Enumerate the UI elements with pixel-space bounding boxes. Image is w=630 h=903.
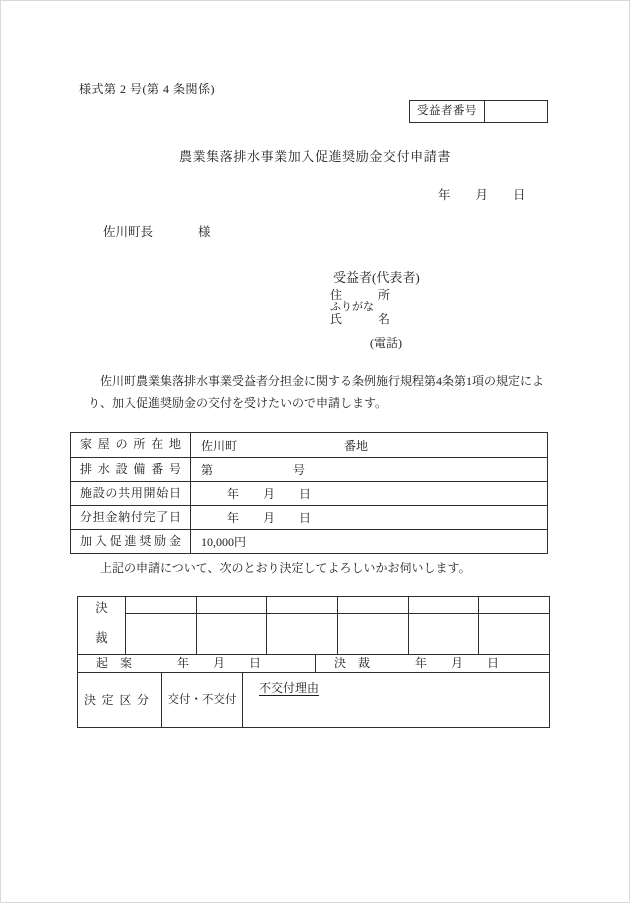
stamp-label-bottom: 裁 — [95, 631, 108, 645]
table-row-service-start-date — [71, 481, 547, 505]
approval-table — [77, 596, 550, 728]
detail-value-cell — [191, 482, 547, 505]
beneficiary-number-box — [409, 100, 548, 123]
stamp-cell — [196, 597, 267, 613]
detail-label: 家屋の所在地 — [71, 433, 191, 457]
table-row-payment-complete-date — [71, 505, 547, 529]
stamp-cell — [337, 597, 408, 613]
table-row-drainage-number — [71, 457, 547, 481]
detail-label: 加入促進奨励金 — [71, 530, 191, 553]
stamp-title-row — [126, 597, 549, 614]
detail-label: 分担金納付完了日 — [71, 506, 191, 529]
stamp-cell — [478, 614, 549, 654]
draft-approval-date-row — [78, 654, 549, 672]
detail-value-suffix: 番地 — [344, 438, 369, 453]
approval-date-cell — [315, 655, 549, 672]
draft-date: 年 月 日 — [177, 656, 262, 670]
inquiry-text: 上記の申請について、次のとおり決定してよろしいかお伺いします。 — [100, 561, 471, 575]
page-title: 農業集落排水事業加入促進奨励金交付申請書 — [178, 149, 451, 164]
application-date-line: 年 月 日 — [438, 188, 526, 202]
detail-value-date: 年 月 日 — [227, 511, 312, 525]
detail-label: 排水設備番号 — [71, 458, 191, 481]
application-text-line: 佐川町農業集落排水事業受益者分担金に関する条例施行規程第4条第1項の規定によ — [100, 374, 545, 388]
detail-value-cell — [191, 458, 547, 481]
beneficiary-number-label: 受益者番号 — [410, 101, 485, 122]
detail-value-suffix: 号 — [293, 463, 306, 477]
denial-reason-label: 不交付理由 — [259, 681, 320, 695]
addressee-line — [103, 222, 211, 240]
applicant-address-label: 住 所 — [330, 288, 391, 302]
application-text-line: り、加入促進奨励金の交付を受けたいので申請します。 — [88, 396, 388, 410]
applicant-furigana-label: ふりがな — [330, 301, 374, 313]
detail-value-date: 年 月 日 — [227, 487, 312, 501]
stamp-cell — [266, 597, 337, 613]
detail-table — [70, 432, 548, 554]
decision-category-value: 交付・不交付 — [162, 673, 243, 728]
stamp-cell — [408, 614, 479, 654]
table-row-incentive-amount — [71, 529, 547, 553]
stamp-cell — [478, 597, 549, 613]
addressee-honorific: 様 — [198, 225, 211, 239]
applicant-phone-label: (電話) — [370, 336, 402, 350]
draft-label: 起 案 — [96, 656, 133, 670]
beneficiary-number-value-cell — [485, 101, 547, 122]
detail-value-cell — [191, 530, 547, 553]
stamp-label-top: 決 — [95, 601, 108, 615]
decision-row — [78, 672, 549, 728]
applicant-heading: 受益者(代表者) — [333, 270, 420, 285]
approval-label: 決 裁 — [334, 656, 371, 670]
detail-value-prefix: 佐川町 — [201, 438, 238, 453]
detail-value-prefix: 第 — [201, 463, 214, 477]
detail-value-amount: 10,000円 — [201, 535, 247, 549]
approval-stamp-block — [78, 597, 549, 654]
detail-value-cell — [191, 506, 547, 529]
stamp-seal-row — [126, 614, 549, 654]
denial-reason-cell — [243, 673, 549, 728]
addressee-name: 佐川町長 — [103, 225, 154, 239]
decision-category-label: 決定区分 — [78, 673, 162, 728]
stamp-cell — [196, 614, 267, 654]
table-row-house-location — [71, 433, 547, 457]
approval-date: 年 月 日 — [415, 656, 500, 670]
application-text — [88, 370, 554, 414]
stamp-cell — [126, 597, 196, 613]
draft-date-cell — [78, 655, 315, 672]
stamp-cell — [266, 614, 337, 654]
form-number: 様式第 2 号(第 4 条関係) — [79, 82, 215, 96]
stamp-cell — [408, 597, 479, 613]
approval-stamp-label — [78, 597, 126, 654]
stamp-grid — [126, 597, 549, 654]
detail-value-cell — [191, 433, 547, 457]
detail-label: 施設の共用開始日 — [71, 482, 191, 505]
stamp-cell — [126, 614, 196, 654]
applicant-name-label: 氏 名 — [330, 312, 391, 326]
stamp-cell — [337, 614, 408, 654]
